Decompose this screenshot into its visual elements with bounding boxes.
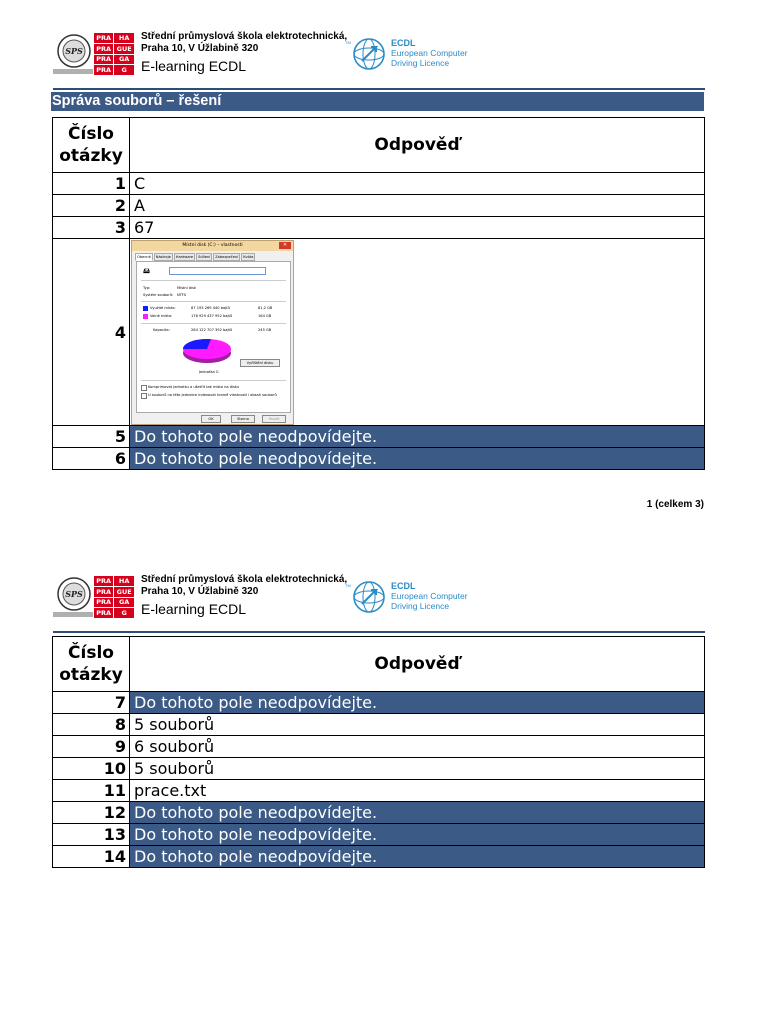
school-name: Střední průmyslová škola elektrotechnická, [141,31,348,42]
answer-cell: 67 [130,217,705,239]
table-row [53,714,705,736]
question-number: 6 [53,448,130,470]
question-number: 5 [53,426,130,448]
answer-cell: 5 souborů [130,714,705,736]
header-divider [53,88,705,90]
free-label: Volné místo: [150,314,173,318]
compress-checkbox [141,385,147,391]
free-swatch [143,314,148,319]
page-header [53,573,705,621]
sps-logo-text: SPS [65,589,83,599]
course-title: E-learning ECDL [141,58,247,74]
answer-cell: C [130,173,705,195]
table-row [53,692,705,714]
praha-cell: PRA [94,65,114,76]
question-number: 14 [53,846,130,868]
table-row [53,802,705,824]
school-address: Praha 10, V Úžlabině 320 [141,586,259,597]
praha-cell: PRA [94,608,114,619]
apply-button: Použít [262,415,286,423]
praha-cell: PRA [94,586,114,597]
question-number: 9 [53,736,130,758]
drive-label: Jednotka C: [199,370,220,374]
answers-table-page2 [52,636,705,868]
question-number: 2 [53,195,130,217]
school-info [141,31,347,75]
praha-cell: PRA [94,54,114,65]
table-header-row [53,118,705,173]
praha-cell: PRA [94,576,114,587]
header-number: Číslo otázky [53,637,130,692]
praha-cell: HA [114,576,135,587]
dialog-title: Místní disk (C:) – vlastnosti [182,243,243,248]
praha-cell: PRA [94,43,114,54]
tab-general: Obecné [137,255,151,259]
page-header [53,30,705,78]
table-row [53,846,705,868]
praha-cell: GA [114,597,135,608]
table-row [53,239,705,426]
sps-logo-text: SPS [65,46,83,56]
sps-logo-bar [53,612,93,617]
course-title: E-learning ECDL [141,601,247,617]
table-row [53,217,705,239]
drive-icon: 🖴 [143,267,151,275]
answer-cell: Do tohoto pole neodpovídejte. [130,426,705,448]
header-number: Číslo otázky [53,118,130,173]
ok-button: OK [201,415,221,423]
divider [141,301,286,302]
ecdl-text [391,38,468,68]
free-gb: 164 GB [258,314,272,318]
divider [141,380,286,381]
table-row [53,426,705,448]
praha-logo [93,32,135,76]
fs-value: NTFS [177,293,187,297]
ecdl-line2: Driving Licence [391,601,450,611]
disk-usage-pie-chart [181,336,233,368]
ecdl-title: ECDL [391,581,416,591]
praha-cell: GUE [114,43,135,54]
question-number: 3 [53,217,130,239]
type-label: Typ: [143,286,151,290]
tab-sharing: Sdílení [198,255,211,259]
capacity-gb: 245 GB [258,328,272,332]
ecdl-line1: European Computer [391,591,468,601]
answer-cell: 6 souborů [130,736,705,758]
answer-cell: Do tohoto pole neodpovídejte. [130,692,705,714]
answer-cell: prace.txt [130,780,705,802]
sps-logo-bar [53,69,93,74]
praha-logo [93,575,135,619]
tab-tools: Nástroje [155,255,171,259]
table-row [53,824,705,846]
pie-used-slice [183,339,211,349]
header-answer: Odpověď [130,637,705,692]
praha-cell: GA [114,54,135,65]
question-number: 4 [53,239,130,426]
table-row [53,173,705,195]
close-icon: ✕ [279,242,291,249]
used-bytes: 87 193 269 440 bajtů [191,306,230,310]
ecdl-tm: TM [345,583,351,588]
answer-cell: 5 souborů [130,758,705,780]
school-name: Střední průmyslová škola elektrotechnická, [141,574,348,585]
answer-cell: Do tohoto pole neodpovídejte. [130,802,705,824]
dialog-title-bar [132,241,293,251]
sps-logo-icon [56,576,92,612]
disk-properties-dialog-screenshot [131,240,294,425]
answer-cell: A [130,195,705,217]
type-value: Místní disk [177,286,197,290]
ecdl-line2: Driving Licence [391,58,450,68]
header-divider [53,631,705,633]
used-swatch [143,306,148,311]
header-answer: Odpověď [130,118,705,173]
section-title: Správa souborů – řešení [51,92,704,111]
table-row [53,448,705,470]
capacity-label: Kapacita: [153,328,170,332]
question-number: 8 [53,714,130,736]
divider [141,323,286,324]
index-label: U souborů na této jednotce indexovat kromě vlastností i obsah souborů [148,393,277,397]
answers-table-page1 [52,117,705,470]
praha-cell: PRA [94,33,114,44]
sps-logo-icon [56,33,92,69]
answer-cell: Do tohoto pole neodpovídejte. [130,824,705,846]
fs-label: Systém souborů: [143,293,174,297]
disk-cleanup-button: Vyčištění disku [240,359,280,367]
question-number: 7 [53,692,130,714]
table-row [53,195,705,217]
table-row [53,736,705,758]
answer-cell: Do tohoto pole neodpovídejte. [130,448,705,470]
question-number: 13 [53,824,130,846]
used-label: Využité místo: [150,306,176,310]
question-number: 12 [53,802,130,824]
tab-quota: Kvóta [243,255,254,259]
ecdl-text [391,581,468,611]
question-number: 10 [53,758,130,780]
praha-cell: G [114,608,135,619]
ecdl-line1: European Computer [391,48,468,58]
tab-hardware: Hardware [175,255,194,259]
praha-cell: G [114,65,135,76]
school-address: Praha 10, V Úžlabině 320 [141,43,259,54]
ecdl-tm: TM [345,40,351,45]
praha-cell: GUE [114,586,135,597]
drive-name-input [169,267,266,275]
praha-cell: HA [114,33,135,44]
page-number: 1 (celkem 3) [646,499,704,510]
dialog-body [136,261,291,413]
cancel-button: Storno [231,415,255,423]
praha-cell: PRA [94,597,114,608]
used-gb: 81,2 GB [258,306,273,310]
index-checkbox [141,393,147,399]
answer-image-cell [130,239,705,426]
answer-cell: Do tohoto pole neodpovídejte. [130,846,705,868]
tab-security: Zabezpečení [215,255,239,259]
divider [141,280,286,281]
capacity-bytes: 264 122 707 392 bajtů [191,328,233,332]
compress-label: Komprimovat jednotku a ušetřit tak místo na disku [148,385,240,389]
table-row [53,758,705,780]
ecdl-title: ECDL [391,38,416,48]
school-info [141,574,347,618]
free-bytes: 176 929 437 952 bajtů [191,314,233,318]
dialog-tabs [132,251,293,261]
table-header-row [53,637,705,692]
question-number: 1 [53,173,130,195]
question-number: 11 [53,780,130,802]
table-row [53,780,705,802]
